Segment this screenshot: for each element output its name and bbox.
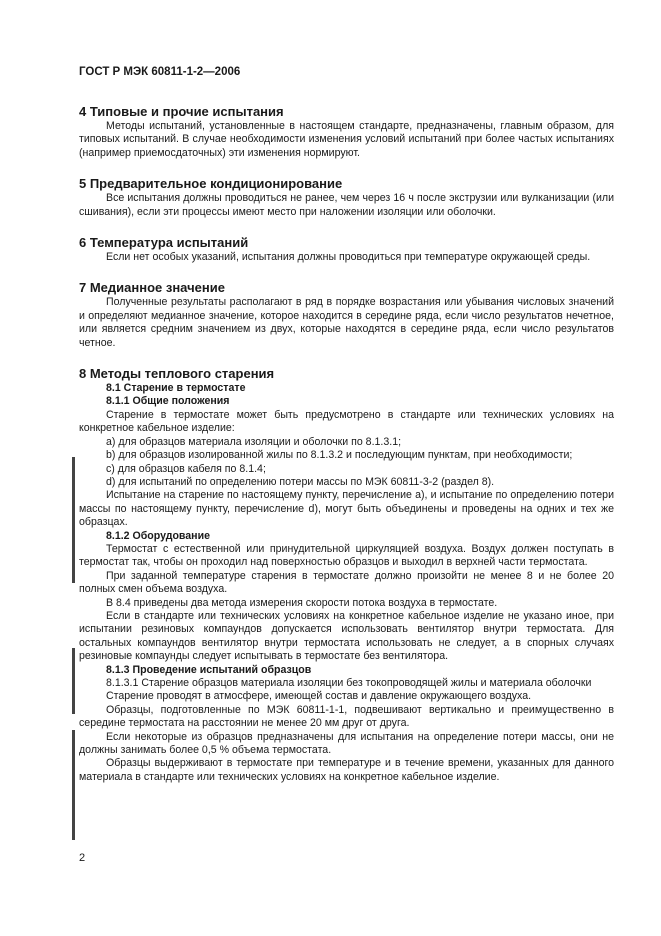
section-7-text: Полученные результаты располагают в ряд в порядке возрастания или убывания числовых значений и определяют медианное значение, которое находится в середине ряда, если число результатов нечетное, или является средним значением из двух, которые находятся в середине ряда, если число результатов четное. (79, 296, 614, 349)
subsection-8-1-1-title: 8.1.1 Общие положения (106, 395, 230, 408)
section-8-1-1-intro: Старение в термостате может быть предусмотрено в стандарте или технических условиях на конкретное кабельное изделие: (79, 408, 614, 435)
section-8-1-2-p2: При заданной температуре старения в термостате должно произойти не менее 8 и не более 20 полных смен объема воздуха. (79, 569, 614, 596)
section-8-1-3-p1: Старение проводят в атмосфере, имеющей состав и давление окружающего воздуха. (106, 690, 532, 703)
subsection-8-1-2-title: 8.1.2 Оборудование (106, 529, 210, 542)
list-item: c) для образцов кабеля по 8.1.4; (106, 462, 266, 475)
section-5-title: 5 Предварительное кондиционирование (79, 176, 343, 192)
section-4-title: 4 Типовые и прочие испытания (79, 104, 284, 119)
section-8-1-3-p4: Образцы выдерживают в термостате при температуре и в течение времени, указанных для данного материала в стандарте или технических условиях на конкретное кабельное изделие. (79, 757, 614, 783)
subsection-8-1-3-title: 8.1.3 Проведение испытаний образцов (106, 663, 312, 676)
revision-bar (72, 648, 75, 714)
section-4-text: Методы испытаний, установленные в настоящем стандарте, предназначены, главным образом, для типовых испытаний. В случае необходимости изменения условий испытаний при более частых испытаниях (например приемосдаточных) эти изменения нормируют. (79, 120, 614, 159)
document-body (79, 104, 614, 784)
section-5-text: Все испытания должны проводиться не ранее, чем через 16 ч после экструзии или вулканизации (или сшивания), если эти процессы имеют место при наложении изоляции или оболочки. (79, 192, 614, 218)
revision-bar (72, 457, 75, 583)
section-8-1-2-p4: Если в стандарте или технических условиях на конкретное кабельное изделие не указано иное, при испытании резиновых компаундов допускается использовать вентилятор внутри термостата. Для остальных компаундов вентилятор внутри термостата использовать не следует, а в спорных случаях резиновые компаунды следует испытывать в термостате без вентилятора. (79, 609, 614, 663)
section-8-1-3-p2: Образцы, подготовленные по МЭК 60811-1-1, подвешивают вертикально и преимущественно в середине термостата на расстоянии не менее 20 мм друг от друга. (79, 703, 614, 730)
list-item: d) для испытаний по определению потери массы по МЭК 60811-3-2 (раздел 8). (106, 475, 495, 488)
subsection-8-1-title: 8.1 Старение в термостате (106, 382, 246, 395)
list-item: a) для образцов материала изоляции и оболочки по 8.1.3.1; (106, 435, 402, 448)
section-8-1-2-p3: В 8.4 приведены два метода измерения скорости потока воздуха в термостате. (106, 596, 498, 609)
page-number: 2 (79, 852, 86, 864)
document-header: ГОСТ Р МЭК 60811-1-2—2006 (79, 66, 241, 78)
section-8-1-3-1-line: 8.1.3.1 Старение образцов материала изоляции без токопроводящей жилы и материала оболочки (106, 677, 592, 689)
section-7-title: 7 Медианное значение (79, 280, 225, 296)
section-6-title: 6 Температура испытаний (79, 235, 249, 251)
section-8-1-3-p3: Если некоторые из образцов предназначены для испытания на определение потери массы, они не должны занимать более 0,5 % объема термостата. (79, 730, 614, 757)
section-8-1-2-p1: Термостат с естественной или принудительной циркуляцией воздуха. Воздух должен поступать в термостат так, чтобы он проходил над поверхностью образцов и выходил в верхней части термостата. (79, 542, 614, 569)
section-6-text: Если нет особых указаний, испытания должны проводиться при температуре окружающей среды. (106, 251, 591, 264)
section-8-title: 8 Методы теплового старения (79, 366, 275, 382)
list-item: b) для образцов изолированной жилы по 8.1.3.2 и последующим пунктам, при необходимости; (106, 449, 573, 462)
revision-bar (72, 730, 75, 840)
section-8-1-1-outro: Испытание на старение по настоящему пункту, перечисление а), и испытание по определению потери массы по настоящему пункту, перечисление d), могут быть объединены и проведены на одних и тех же образцах. (79, 489, 614, 529)
